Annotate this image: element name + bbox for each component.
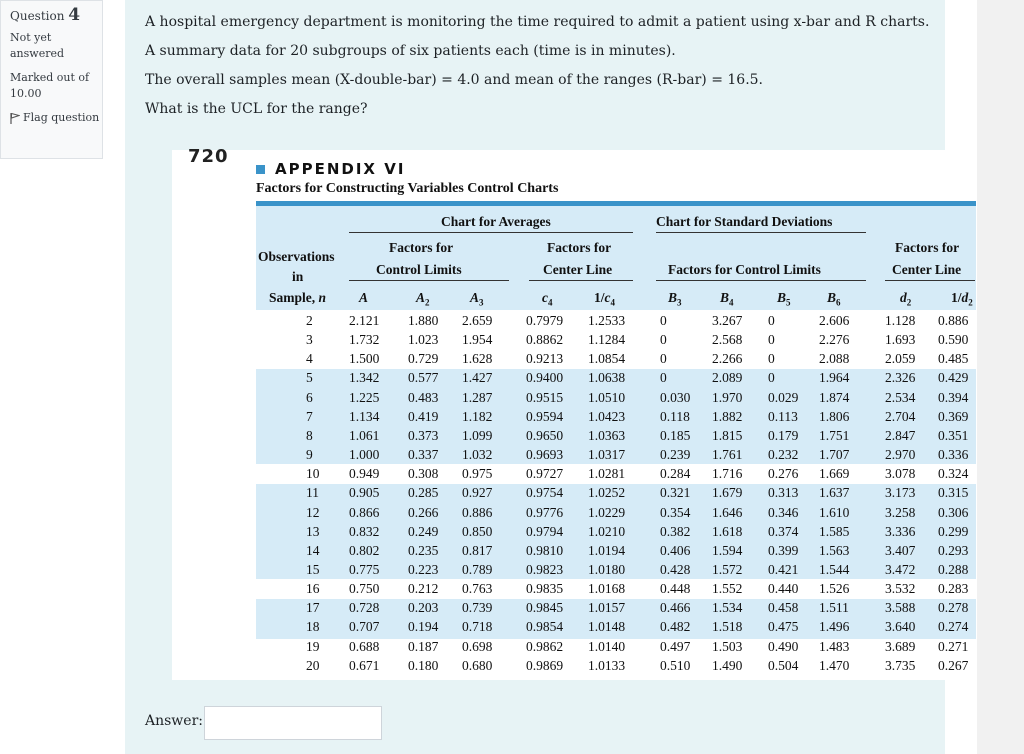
table-cell: 0.490 — [768, 638, 799, 654]
table-cell: 0.9400 — [526, 370, 564, 386]
table-cell: 12 — [306, 504, 320, 520]
table-cell: 1.534 — [712, 600, 743, 616]
table-cell: 0.321 — [660, 485, 691, 501]
table-cell: 1.0281 — [588, 466, 626, 482]
table-cell: 0.718 — [462, 619, 493, 635]
header-sample-n: Sample, n — [269, 290, 327, 305]
question-line-3: The overall samples mean (X-double-bar) = 4.0 and mean of the ranges (R-bar) = 16.5. — [145, 72, 764, 88]
table-row — [172, 485, 977, 504]
table-cell: 2.088 — [819, 351, 850, 367]
table-cell: 0 — [768, 370, 775, 386]
table-cell: 3.532 — [885, 581, 916, 597]
table-cell: 0.817 — [462, 542, 493, 558]
table-cell: 1.679 — [712, 485, 743, 501]
table-cell: 1.342 — [349, 370, 380, 386]
table-cell: 0.9727 — [526, 466, 564, 482]
table-cell: 0.750 — [349, 581, 380, 597]
table-cell: 1.964 — [819, 370, 850, 386]
table-cell: 1.618 — [712, 523, 743, 539]
table-cell: 1.707 — [819, 447, 850, 463]
table-cell: 1.882 — [712, 408, 743, 424]
table-cell: 2 — [306, 313, 313, 328]
table-cell: 1.518 — [712, 619, 743, 635]
table-cell: 1.023 — [408, 332, 439, 348]
table-cell: 0.886 — [938, 313, 969, 328]
table-cell: 1.761 — [712, 447, 743, 463]
table-cell: 1.751 — [819, 427, 850, 443]
header-control-limits: Control Limits — [376, 262, 462, 277]
table-cell: 1.134 — [349, 408, 380, 424]
table-cell: 0.789 — [462, 561, 493, 577]
table-cell: 0.850 — [462, 523, 493, 539]
col-c4: $c_4$ — [542, 290, 553, 308]
table-cell: 0.680 — [462, 657, 493, 673]
table-cell: 0 — [660, 313, 667, 328]
table-cell: 0.283 — [938, 581, 969, 597]
table-cell: 1.572 — [712, 561, 743, 577]
table-cell: 1.0252 — [588, 485, 626, 501]
table-cell: 10 — [306, 466, 320, 482]
table-cell: 1.954 — [462, 332, 493, 348]
table-cell: 2.059 — [885, 351, 916, 367]
table-cell: 6 — [306, 389, 313, 405]
table-cell: 0.369 — [938, 408, 969, 424]
table-cell: 0.927 — [462, 485, 493, 501]
table-cell: 0 — [660, 332, 667, 348]
header-center-line-right: Center Line — [892, 262, 962, 277]
table-cell: 1.2533 — [588, 313, 626, 328]
table-cell: 0.590 — [938, 332, 969, 348]
table-cell: 1.496 — [819, 619, 850, 635]
header-chart-sd: Chart for Standard Deviations — [656, 214, 833, 229]
table-cell: 1.0363 — [588, 427, 626, 443]
col-d2: $d_2$ — [900, 290, 912, 308]
table-cell: 0.9776 — [526, 504, 564, 520]
table-cell: 3.640 — [885, 619, 916, 635]
table-row — [172, 543, 977, 562]
table-row — [172, 447, 977, 466]
page-number: 720 — [188, 146, 229, 167]
table-cell: 0.671 — [349, 657, 380, 673]
col-B6: $B_6$ — [827, 290, 841, 308]
table-cell: 0.267 — [938, 657, 969, 673]
table-cell: 1.552 — [712, 581, 743, 597]
table-cell: 0.739 — [462, 600, 493, 616]
table-cell: 0.497 — [660, 638, 691, 654]
table-cell: 0.9854 — [526, 619, 564, 635]
table-cell: 0.306 — [938, 504, 969, 520]
table-cell: 0.7979 — [526, 313, 564, 328]
table-cell: 3.472 — [885, 561, 916, 577]
col-A3: $A_3$ — [470, 290, 484, 308]
table-cell: 17 — [306, 600, 320, 616]
table-cell: 1.0210 — [588, 523, 626, 539]
table-cell: 1.0317 — [588, 447, 626, 463]
table-cell: 2.534 — [885, 389, 916, 405]
table-cell: 3.258 — [885, 504, 916, 520]
table-row — [172, 466, 977, 485]
question-line-2: A summary data for 20 subgroups of six patients each (time is in minutes). — [145, 43, 676, 59]
table-cell: 0.313 — [768, 485, 799, 501]
table-cell: 1.1284 — [588, 332, 626, 348]
header-chart-averages: Chart for Averages — [441, 214, 551, 229]
table-cell: 2.326 — [885, 370, 916, 386]
table-cell: 0.802 — [349, 542, 380, 558]
table-cell: 1.646 — [712, 504, 743, 520]
table-row — [172, 600, 977, 619]
table-cell: 0.373 — [408, 427, 439, 443]
table-cell: 0.440 — [768, 581, 799, 597]
table-cell: 1.732 — [349, 332, 380, 348]
table-cell: 9 — [306, 447, 313, 463]
header-observations: Observations — [258, 249, 335, 264]
table-cell: 4 — [306, 351, 313, 367]
table-cell: 0.886 — [462, 504, 493, 520]
table-cell: 1.225 — [349, 389, 380, 405]
table-cell: 1.594 — [712, 542, 743, 558]
table-cell: 1.000 — [349, 447, 380, 463]
answer-input[interactable] — [204, 706, 382, 740]
table-cell: 0.179 — [768, 427, 799, 443]
table-cell: 1.693 — [885, 332, 916, 348]
table-cell: 0.510 — [660, 657, 691, 673]
table-cell: 1.874 — [819, 389, 850, 405]
table-cell: 0.276 — [768, 466, 799, 482]
table-cell: 14 — [306, 542, 320, 558]
table-cell: 0.239 — [660, 447, 691, 463]
table-cell: 0.113 — [768, 408, 798, 424]
table-cell: 2.659 — [462, 313, 493, 328]
table-cell: 1.287 — [462, 389, 493, 405]
question-text-panel — [125, 0, 945, 155]
appendix-subtitle: Factors for Constructing Variables Control Charts — [256, 181, 559, 196]
table-cell: 1.544 — [819, 561, 850, 577]
table-cell: 1.470 — [819, 657, 850, 673]
table-cell: 0.428 — [660, 561, 691, 577]
table-cell: 0.9862 — [526, 638, 564, 654]
table-row — [172, 562, 977, 581]
table-cell: 0.299 — [938, 523, 969, 539]
table-cell: 0.429 — [938, 370, 969, 386]
table-cell: 0.315 — [938, 485, 969, 501]
table-cell: 0.728 — [349, 600, 380, 616]
table-cell: 2.568 — [712, 332, 743, 348]
table-cell: 0.9594 — [526, 408, 564, 424]
header-factors-center: Factors for — [895, 240, 960, 255]
table-cell: 0.203 — [408, 600, 439, 616]
table-cell: 2.089 — [712, 370, 743, 386]
table-cell: 0.504 — [768, 657, 799, 673]
question-number: Question 4 — [10, 5, 81, 25]
col-B5: $B_5$ — [777, 290, 791, 308]
table-cell: 2.276 — [819, 332, 850, 348]
table-cell: 1.511 — [819, 600, 849, 616]
table-cell: 0.577 — [408, 370, 439, 386]
table-cell: 0.466 — [660, 600, 691, 616]
table-cell: 0.399 — [768, 542, 799, 558]
table-cell: 1.490 — [712, 657, 743, 673]
table-cell: 3.336 — [885, 523, 916, 539]
table-cell: 0.975 — [462, 466, 493, 482]
table-cell: 0.118 — [660, 408, 690, 424]
col-A: A — [359, 290, 369, 305]
table-cell: 1.0157 — [588, 600, 626, 616]
table-cell: 0 — [660, 370, 667, 386]
table-cell: 16 — [306, 581, 320, 597]
table-cell: 1.0638 — [588, 370, 626, 386]
table-cell: 1.503 — [712, 638, 743, 654]
table-cell: 0.485 — [938, 351, 969, 367]
table-cell: 1.880 — [408, 313, 439, 328]
table-cell: 0.288 — [938, 561, 969, 577]
table-cell: 0.194 — [408, 619, 439, 635]
table-cell: 0.293 — [938, 542, 969, 558]
col-A2: $A_2$ — [416, 290, 430, 308]
table-cell: 0 — [768, 351, 775, 367]
table-cell: 0.9835 — [526, 581, 564, 597]
table-cell: 1.427 — [462, 370, 493, 386]
table-cell: 11 — [306, 485, 319, 501]
scrollbar-track[interactable] — [977, 0, 1024, 754]
table-cell: 0.406 — [660, 542, 691, 558]
table-cell: 0.832 — [349, 523, 380, 539]
table-cell: 1.628 — [462, 351, 493, 367]
table-cell: 0.9869 — [526, 657, 564, 673]
table-cell: 3.689 — [885, 638, 916, 654]
table-cell: 0.688 — [349, 638, 380, 654]
table-cell: 0.285 — [408, 485, 439, 501]
table-cell: 0.030 — [660, 389, 691, 405]
table-cell: 0.448 — [660, 581, 691, 597]
table-cell: 0.763 — [462, 581, 493, 597]
table-cell: 2.704 — [885, 408, 916, 424]
table-cell: 0 — [768, 313, 775, 328]
appendix-title: APPENDIX VI — [256, 160, 405, 178]
table-cell: 0 — [660, 351, 667, 367]
table-cell: 0.9213 — [526, 351, 564, 367]
table-cell: 0.866 — [349, 504, 380, 520]
table-row — [172, 313, 977, 332]
table-cell: 0.698 — [462, 638, 493, 654]
table-cell: 0.185 — [660, 427, 691, 443]
table-cell: 0.271 — [938, 638, 969, 654]
table-cell: 0.336 — [938, 447, 969, 463]
table-cell: 0.337 — [408, 447, 439, 463]
table-cell: 7 — [306, 408, 313, 424]
question-line-1: A hospital emergency department is monitoring the time required to admit a patient using x-bar and R charts. — [145, 14, 930, 30]
col-1-c4: $1/c_4$ — [594, 290, 616, 308]
table-cell: 0.458 — [768, 600, 799, 616]
table-row — [172, 619, 977, 638]
table-cell: 1.610 — [819, 504, 850, 520]
table-cell: 0.9794 — [526, 523, 564, 539]
table-row — [172, 428, 977, 447]
table-cell: 0.308 — [408, 466, 439, 482]
table-cell: 0.905 — [349, 485, 380, 501]
table-cell: 0.212 — [408, 581, 439, 597]
table-row — [172, 581, 977, 600]
table-cell: 1.637 — [819, 485, 850, 501]
table-cell: 0.707 — [349, 619, 380, 635]
table-cell: 1.0510 — [588, 389, 626, 405]
table-cell: 1.0423 — [588, 408, 626, 424]
table-cell: 0.9754 — [526, 485, 564, 501]
table-cell: 0.266 — [408, 504, 439, 520]
table-cell: 2.121 — [349, 313, 380, 328]
table-cell: 0.9650 — [526, 427, 564, 443]
table-cell: 1.0133 — [588, 657, 626, 673]
table-cell: 8 — [306, 427, 313, 443]
header-center-line: Center Line — [543, 262, 613, 277]
table-cell: 1.0148 — [588, 619, 626, 635]
table-cell: 0.483 — [408, 389, 439, 405]
table-cell: 0.278 — [938, 600, 969, 616]
answer-label: Answer: — [145, 713, 203, 729]
table-cell: 1.526 — [819, 581, 850, 597]
table-cell: 1.0140 — [588, 638, 626, 654]
table-cell: 1.061 — [349, 427, 380, 443]
table-cell: 0.9693 — [526, 447, 564, 463]
table-cell: 1.0194 — [588, 542, 626, 558]
table-cell: 0.475 — [768, 619, 799, 635]
table-cell: 0.223 — [408, 561, 439, 577]
table-row — [172, 332, 977, 351]
table-cell: 0.232 — [768, 447, 799, 463]
table-cell: 0.382 — [660, 523, 691, 539]
table-cell: 20 — [306, 657, 320, 673]
table-cell: 1.128 — [885, 313, 916, 328]
table-cell: 1.182 — [462, 408, 493, 424]
col-B3: $B_3$ — [668, 290, 682, 308]
table-cell: 0.346 — [768, 504, 799, 520]
table-cell: 1.0168 — [588, 581, 626, 597]
table-cell: 3.588 — [885, 600, 916, 616]
table-cell: 1.563 — [819, 542, 850, 558]
question-grade: Marked out of 10.00 — [10, 71, 90, 100]
table-cell: 0.187 — [408, 638, 439, 654]
table-cell: 1.032 — [462, 447, 493, 463]
table-row — [172, 390, 977, 409]
table-row — [172, 351, 977, 370]
table-cell: 3.173 — [885, 485, 916, 501]
table-cell: 0.180 — [408, 657, 439, 673]
table-cell: 18 — [306, 619, 320, 635]
table-cell: 1.500 — [349, 351, 380, 367]
table-cell: 3.078 — [885, 466, 916, 482]
table-cell: 1.0854 — [588, 351, 626, 367]
table-cell: 0.419 — [408, 408, 439, 424]
table-row — [172, 370, 977, 389]
table-cell: 0.482 — [660, 619, 691, 635]
table-cell: 1.815 — [712, 427, 743, 443]
table-cell: 0.374 — [768, 523, 799, 539]
table-cell: 0.351 — [938, 427, 969, 443]
table-cell: 0.354 — [660, 504, 691, 520]
table-cell: 0.9810 — [526, 542, 564, 558]
table-cell: 0.394 — [938, 389, 969, 405]
table-cell: 0.249 — [408, 523, 439, 539]
table-cell: 1.099 — [462, 427, 493, 443]
table-cell: 0.235 — [408, 542, 439, 558]
table-cell: 0.9515 — [526, 389, 564, 405]
table-row — [172, 505, 977, 524]
table-cell: 2.606 — [819, 313, 850, 328]
question-info — [0, 0, 103, 159]
table-cell: 19 — [306, 638, 320, 654]
table-row — [172, 409, 977, 428]
table-cell: 13 — [306, 523, 320, 539]
question-status: Not yet answered — [10, 31, 65, 60]
table-cell: 15 — [306, 561, 320, 577]
question-line-4: What is the UCL for the range? — [145, 101, 368, 117]
table-cell: 0.9823 — [526, 561, 564, 577]
table-row — [172, 639, 977, 658]
header-factors-avg-cl: Factors for — [389, 240, 454, 255]
table-cell: 3 — [306, 332, 313, 348]
table-cell: 3.267 — [712, 313, 743, 328]
col-1-d2: $1/d_2$ — [951, 290, 973, 308]
col-B4: $B_4$ — [720, 290, 734, 308]
table-cell: 1.806 — [819, 408, 850, 424]
table-cell: 1.716 — [712, 466, 743, 482]
table-cell: 3.407 — [885, 542, 916, 558]
table-cell: 0.274 — [938, 619, 969, 635]
header-in: in — [292, 269, 304, 284]
table-cell: 0.729 — [408, 351, 439, 367]
table-row — [172, 658, 977, 677]
table-cell: 0.8862 — [526, 332, 564, 348]
table-cell: 1.970 — [712, 389, 743, 405]
flag-question-button[interactable] — [10, 110, 102, 126]
header-factors-avg-center: Factors for — [547, 240, 612, 255]
table-cell: 0 — [768, 332, 775, 348]
table-cell: 1.669 — [819, 466, 850, 482]
table-cell: 1.0180 — [588, 561, 626, 577]
table-cell: 0.029 — [768, 389, 799, 405]
header-factors-control-limits: Factors for Control Limits — [668, 262, 821, 277]
table-cell: 0.775 — [349, 561, 380, 577]
table-cell: 1.585 — [819, 523, 850, 539]
flag-label: Flag question — [23, 111, 100, 124]
table-cell: 0.9845 — [526, 600, 564, 616]
table-cell: 0.421 — [768, 561, 799, 577]
table-cell: 1.483 — [819, 638, 850, 654]
table-cell: 3.735 — [885, 657, 916, 673]
table-cell: 5 — [306, 370, 313, 386]
table-cell: 0.284 — [660, 466, 691, 482]
table-row — [172, 524, 977, 543]
table-cell: 0.949 — [349, 466, 380, 482]
flag-icon — [10, 113, 20, 124]
table-cell: 2.970 — [885, 447, 916, 463]
table-cell: 0.324 — [938, 466, 969, 482]
appendix-table-image — [172, 146, 977, 680]
table-cell: 2.266 — [712, 351, 743, 367]
table-cell: 1.0229 — [588, 504, 626, 520]
table-cell: 2.847 — [885, 427, 916, 443]
